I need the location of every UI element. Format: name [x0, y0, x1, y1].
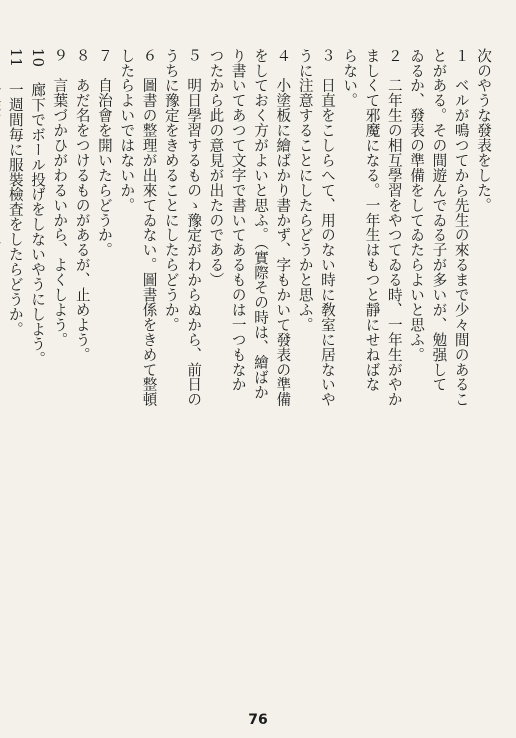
text-line [0, 48, 3, 698]
text-line: ９ 言葉づかひがわるいから、よくしよう。 [51, 48, 69, 347]
text-line: ６ 圖書の整理が出來てゐない。圖書係をきめて整頓 [140, 48, 158, 407]
text-line: ５ 明日學習するものゝ豫定がわからぬから、前日の [185, 48, 203, 407]
text-line: 10 廊下でボール投げをしないやうにしよう。 [29, 48, 47, 367]
text-line: 11 一週間毎に服裝檢査をしたらどうか。 [6, 48, 24, 337]
text-line: つたから此の意見が出たのである） [207, 48, 225, 288]
text-line: とがある。その間遊んでゐる子が多いが、勉强して [430, 48, 448, 392]
text-line: ましくて邪魔になる。一年生はもつと靜にせねばな [363, 48, 381, 392]
text-line: らない。 [341, 48, 359, 108]
text-line: ４ 小塗板に繪ばかり書かず、字もかいて發表の準備 [274, 48, 292, 407]
page-number: 76 [248, 712, 268, 728]
text-line: うちに豫定をきめることにしたらどうか。 [162, 48, 180, 333]
text-line: ３ 日直をこしらへて、用のない時に敎室に居ないや [318, 48, 336, 407]
text-line: をしておく方がよいと思ふ。（實際その時は、繪ばか [252, 48, 270, 400]
text-line: り書いてあつて文字で書いてあるものは一つもなか [229, 48, 247, 392]
text-line: したらよいではないか。 [118, 48, 136, 213]
text-line: 次のやうな發表をした。 [475, 48, 492, 213]
text-line: １ ベルが鳴つてから先生の來るまで少々間のあるこ [452, 48, 470, 407]
vertical-text-body [6, 48, 494, 698]
text-line: ２ 二年生の相互學習をやつてゐる時、一年生がやか [385, 48, 403, 407]
text-line: ゐるか、發表の準備をしてゐたらよいと思ふ。 [408, 48, 426, 362]
text-line: うに注意することにしたらどうかと思ふ。 [296, 48, 314, 333]
text-line: ８ あだ名をつけるものがあるが、止めよう。 [73, 48, 91, 362]
text-line: ７ 自治會を開いたらどうか。 [95, 48, 113, 258]
